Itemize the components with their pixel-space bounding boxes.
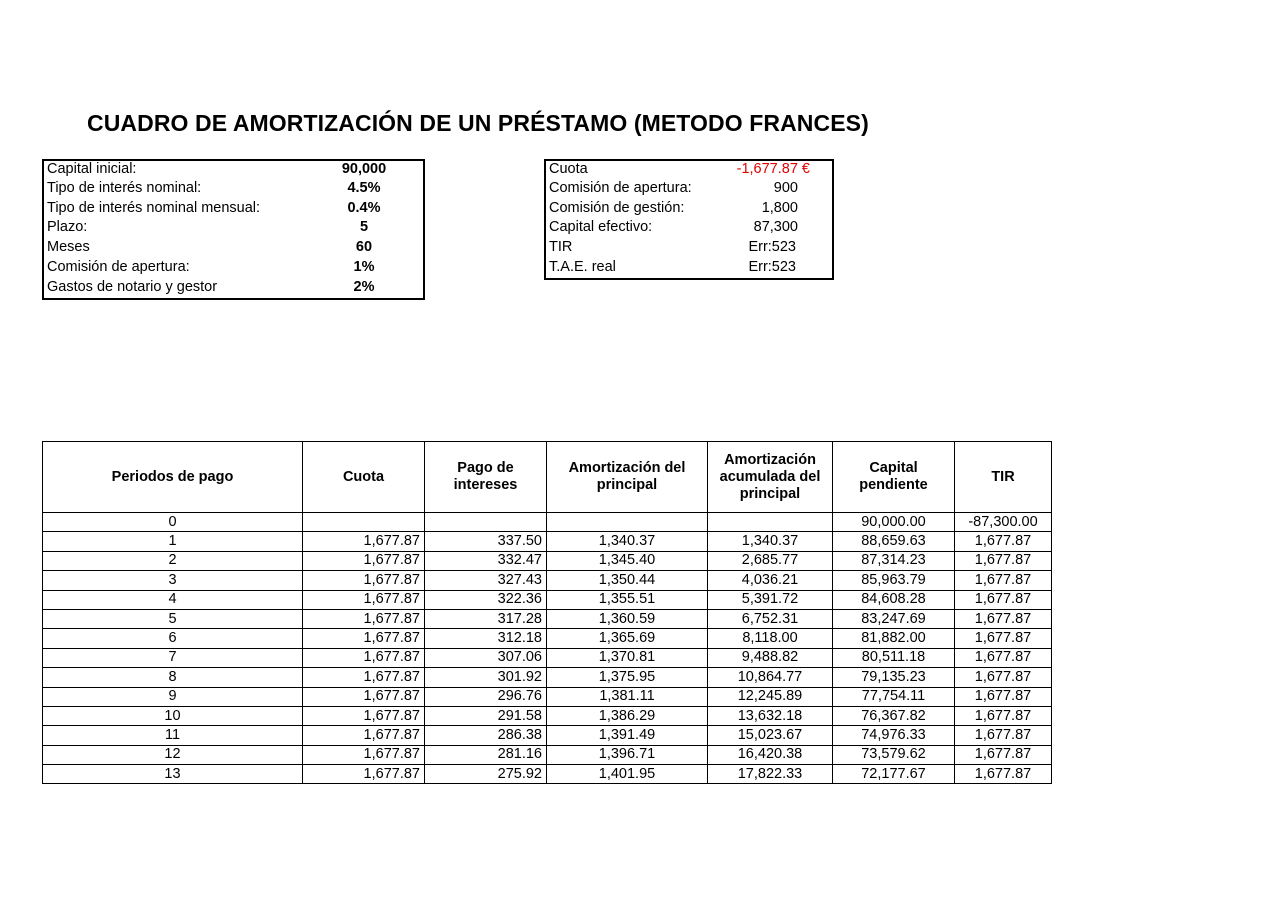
cell-accumulated[interactable]: 1,340.37 <box>708 532 833 551</box>
cell-interest[interactable]: 301.92 <box>425 668 547 687</box>
cell-cuota[interactable]: 1,677.87 <box>303 532 425 551</box>
table-row <box>43 648 1052 667</box>
cell-period[interactable]: 7 <box>43 648 303 667</box>
header-pending[interactable]: Capital pendiente <box>833 442 955 513</box>
cell-principal[interactable]: 1,396.71 <box>547 745 708 764</box>
table-row <box>43 551 1052 570</box>
param-label: Gastos de notario y gestor <box>47 279 218 295</box>
cell-pending[interactable]: 87,314.23 <box>833 551 955 570</box>
cell-cuota[interactable]: 1,677.87 <box>303 648 425 667</box>
cell-accumulated[interactable]: 16,420.38 <box>708 745 833 764</box>
cell-principal[interactable]: 1,391.49 <box>547 726 708 745</box>
param-value[interactable]: 4.5% <box>347 180 381 196</box>
header-periods[interactable]: Periodos de pago <box>43 442 303 513</box>
cell-tir[interactable]: 1,677.87 <box>955 648 1052 667</box>
cell-cuota[interactable]: 1,677.87 <box>303 765 425 784</box>
cell-pending[interactable]: 88,659.63 <box>833 532 955 551</box>
table-row <box>43 706 1052 725</box>
cell-tir[interactable]: 1,677.87 <box>955 590 1052 609</box>
cell-interest[interactable]: 317.28 <box>425 609 547 628</box>
result-label: T.A.E. real <box>549 259 616 275</box>
param-value[interactable]: 1% <box>353 259 375 275</box>
table-row <box>43 765 1052 784</box>
header-principal[interactable]: Amortización del principal <box>547 442 708 513</box>
header-accumulated[interactable]: Amortización acumulada del principal <box>708 442 833 513</box>
cell-interest[interactable]: 281.16 <box>425 745 547 764</box>
cell-pending[interactable]: 80,511.18 <box>833 648 955 667</box>
cell-accumulated[interactable]: 10,864.77 <box>708 668 833 687</box>
cell-cuota[interactable]: 1,677.87 <box>303 571 425 590</box>
cell-cuota[interactable]: 1,677.87 <box>303 706 425 725</box>
cell-period[interactable]: 13 <box>43 765 303 784</box>
cell-period[interactable]: 1 <box>43 532 303 551</box>
param-label: Meses <box>47 239 90 255</box>
cell-interest[interactable]: 312.18 <box>425 629 547 648</box>
cell-principal[interactable] <box>547 513 708 532</box>
amortization-table <box>42 441 1052 784</box>
cell-period[interactable]: 2 <box>43 551 303 570</box>
cell-pending[interactable]: 81,882.00 <box>833 629 955 648</box>
cell-interest[interactable] <box>425 513 547 532</box>
cell-principal[interactable]: 1,360.59 <box>547 609 708 628</box>
cell-accumulated[interactable]: 15,023.67 <box>708 726 833 745</box>
cell-cuota[interactable]: 1,677.87 <box>303 590 425 609</box>
cell-cuota[interactable]: 1,677.87 <box>303 551 425 570</box>
cell-pending[interactable]: 79,135.23 <box>833 668 955 687</box>
header-cuota[interactable]: Cuota <box>303 442 425 513</box>
cell-tir[interactable]: 1,677.87 <box>955 551 1052 570</box>
table-row <box>43 590 1052 609</box>
cell-pending[interactable]: 73,579.62 <box>833 745 955 764</box>
table-body <box>43 513 1052 784</box>
table-row <box>43 571 1052 590</box>
table-row <box>43 629 1052 648</box>
cell-pending[interactable]: 85,963.79 <box>833 571 955 590</box>
cell-accumulated[interactable]: 5,391.72 <box>708 590 833 609</box>
cell-cuota[interactable]: 1,677.87 <box>303 726 425 745</box>
cell-pending[interactable]: 74,976.33 <box>833 726 955 745</box>
param-value[interactable]: 5 <box>359 219 369 235</box>
cell-cuota[interactable]: 1,677.87 <box>303 609 425 628</box>
cell-principal[interactable]: 1,381.11 <box>547 687 708 706</box>
cell-principal[interactable]: 1,345.40 <box>547 551 708 570</box>
cell-principal[interactable]: 1,386.29 <box>547 706 708 725</box>
param-value[interactable]: 90,000 <box>341 161 387 177</box>
cell-period[interactable]: 8 <box>43 668 303 687</box>
cell-accumulated[interactable]: 9,488.82 <box>708 648 833 667</box>
cell-accumulated[interactable] <box>708 513 833 532</box>
cell-pending[interactable]: 76,367.82 <box>833 706 955 725</box>
cell-principal[interactable]: 1,370.81 <box>547 648 708 667</box>
param-label: Capital inicial: <box>47 161 137 177</box>
cell-period[interactable]: 3 <box>43 571 303 590</box>
cell-interest[interactable]: 332.47 <box>425 551 547 570</box>
cell-principal[interactable]: 1,401.95 <box>547 765 708 784</box>
cell-tir[interactable]: 1,677.87 <box>955 706 1052 725</box>
result-label: Cuota <box>549 161 588 177</box>
table-row <box>43 668 1052 687</box>
cell-pending[interactable]: 84,608.28 <box>833 590 955 609</box>
table-row <box>43 532 1052 551</box>
cell-interest[interactable]: 327.43 <box>425 571 547 590</box>
cell-accumulated[interactable]: 8,118.00 <box>708 629 833 648</box>
cell-pending[interactable]: 83,247.69 <box>833 609 955 628</box>
result-label: TIR <box>549 239 573 255</box>
cell-period[interactable]: 6 <box>43 629 303 648</box>
cell-accumulated[interactable]: 6,752.31 <box>708 609 833 628</box>
cell-tir[interactable]: 1,677.87 <box>955 726 1052 745</box>
cell-cuota[interactable]: 1,677.87 <box>303 629 425 648</box>
result-value[interactable]: Err:523 <box>748 239 796 255</box>
loan-parameters-box <box>42 159 425 300</box>
cell-cuota[interactable]: 1,677.87 <box>303 687 425 706</box>
cell-cuota[interactable]: 1,677.87 <box>303 745 425 764</box>
cell-interest[interactable]: 291.58 <box>425 706 547 725</box>
cell-period[interactable]: 10 <box>43 706 303 725</box>
table-row <box>43 687 1052 706</box>
cell-period[interactable]: 5 <box>43 609 303 628</box>
header-tir[interactable]: TIR <box>955 442 1052 513</box>
result-value[interactable]: 1,800 <box>761 200 798 216</box>
result-value[interactable]: 87,300 <box>753 219 798 235</box>
cell-pending[interactable]: 77,754.11 <box>833 687 955 706</box>
cell-interest[interactable]: 296.76 <box>425 687 547 706</box>
param-label: Comisión de apertura: <box>47 259 190 275</box>
result-label: Comisión de apertura: <box>549 180 692 196</box>
cell-accumulated[interactable]: 13,632.18 <box>708 706 833 725</box>
cell-interest[interactable]: 307.06 <box>425 648 547 667</box>
cell-tir[interactable]: -87,300.00 <box>955 513 1052 532</box>
cell-tir[interactable]: 1,677.87 <box>955 668 1052 687</box>
cell-principal[interactable]: 1,350.44 <box>547 571 708 590</box>
cell-principal[interactable]: 1,340.37 <box>547 532 708 551</box>
table-row <box>43 726 1052 745</box>
cell-cuota[interactable] <box>303 513 425 532</box>
cell-accumulated[interactable]: 4,036.21 <box>708 571 833 590</box>
result-value[interactable]: -1,677.87 € <box>736 161 810 177</box>
page-title: CUADRO DE AMORTIZACIÓN DE UN PRÉSTAMO (METODO FRANCES) <box>87 110 869 136</box>
result-value[interactable]: 900 <box>773 180 798 196</box>
result-value[interactable]: Err:523 <box>748 259 796 275</box>
cell-principal[interactable]: 1,375.95 <box>547 668 708 687</box>
cell-tir[interactable]: 1,677.87 <box>955 571 1052 590</box>
cell-accumulated[interactable]: 2,685.77 <box>708 551 833 570</box>
cell-tir[interactable]: 1,677.87 <box>955 745 1052 764</box>
cell-pending[interactable]: 72,177.67 <box>833 765 955 784</box>
param-value[interactable]: 60 <box>355 239 373 255</box>
cell-principal[interactable]: 1,365.69 <box>547 629 708 648</box>
cell-period[interactable]: 12 <box>43 745 303 764</box>
param-label: Tipo de interés nominal: <box>47 180 202 196</box>
table-row <box>43 609 1052 628</box>
param-label: Tipo de interés nominal mensual: <box>47 200 261 216</box>
cell-tir[interactable]: 1,677.87 <box>955 609 1052 628</box>
cell-tir[interactable]: 1,677.87 <box>955 532 1052 551</box>
cell-tir[interactable]: 1,677.87 <box>955 629 1052 648</box>
cell-tir[interactable]: 1,677.87 <box>955 687 1052 706</box>
cell-cuota[interactable]: 1,677.87 <box>303 668 425 687</box>
param-value[interactable]: 0.4% <box>347 200 381 216</box>
cell-accumulated[interactable]: 17,822.33 <box>708 765 833 784</box>
cell-period[interactable]: 4 <box>43 590 303 609</box>
cell-interest[interactable]: 275.92 <box>425 765 547 784</box>
result-label: Comisión de gestión: <box>549 200 685 216</box>
cell-pending[interactable]: 90,000.00 <box>833 513 955 532</box>
table-row <box>43 513 1052 532</box>
result-label: Capital efectivo: <box>549 219 653 235</box>
header-interest[interactable]: Pago de intereses <box>425 442 547 513</box>
table-header-row <box>43 442 1052 513</box>
cell-interest[interactable]: 322.36 <box>425 590 547 609</box>
cell-principal[interactable]: 1,355.51 <box>547 590 708 609</box>
table-row <box>43 745 1052 764</box>
cell-interest[interactable]: 337.50 <box>425 532 547 551</box>
cell-tir[interactable]: 1,677.87 <box>955 765 1052 784</box>
cell-accumulated[interactable]: 12,245.89 <box>708 687 833 706</box>
param-value[interactable]: 2% <box>353 279 375 295</box>
param-label: Plazo: <box>47 219 88 235</box>
cell-interest[interactable]: 286.38 <box>425 726 547 745</box>
cell-period[interactable]: 11 <box>43 726 303 745</box>
cell-period[interactable]: 0 <box>43 513 303 532</box>
loan-results-box <box>544 159 834 280</box>
cell-period[interactable]: 9 <box>43 687 303 706</box>
